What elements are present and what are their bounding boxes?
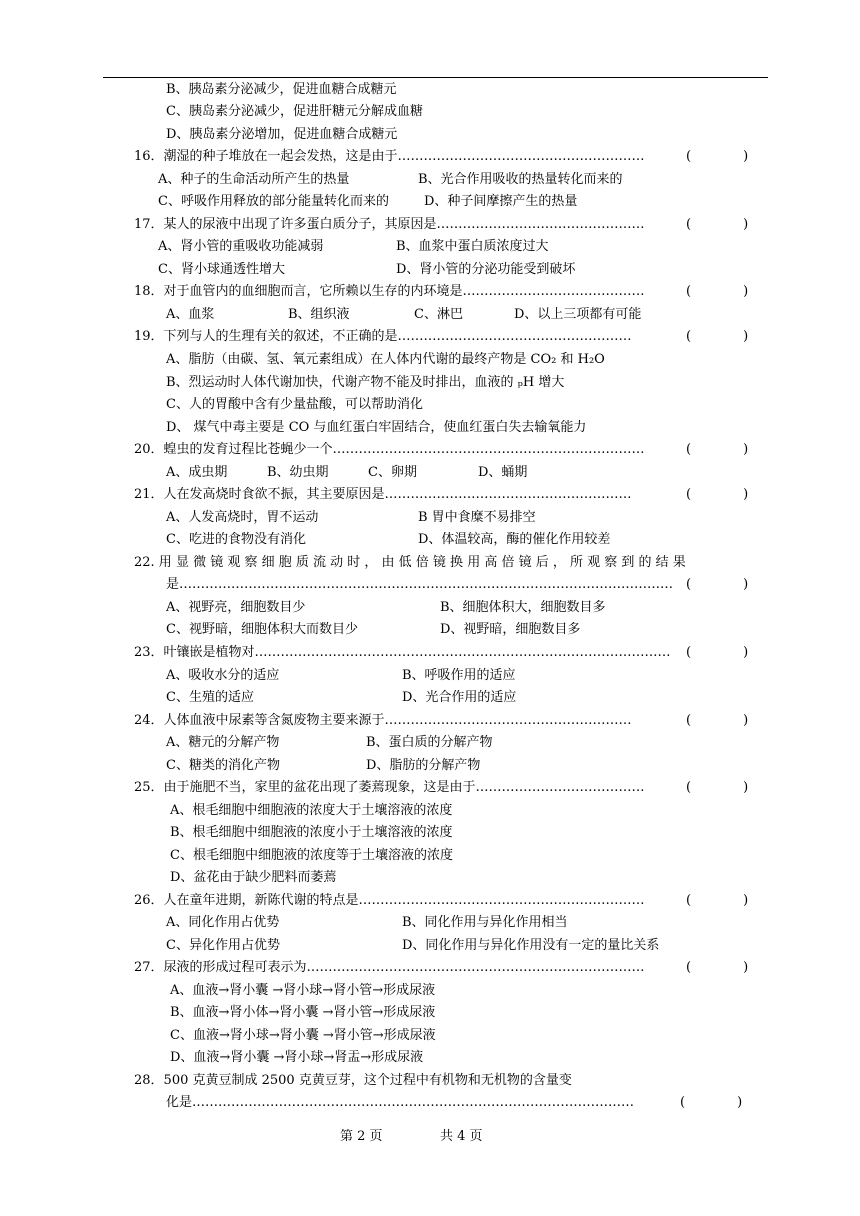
answer-parentheses: ( ) <box>686 645 749 660</box>
option-a: A、肾小管的重吸收功能减弱 <box>158 239 324 254</box>
option-d: D、以上三项都有可能 <box>514 307 642 322</box>
option-b: B、蛋白质的分解产物 <box>366 735 493 750</box>
header-rule <box>103 77 768 78</box>
question-stem: 26．人在童年进期，新陈代谢的特点是………………………………………………………… <box>134 893 645 908</box>
option-a: A、血液→肾小囊 →肾小球→肾小管→形成尿液 <box>170 983 436 998</box>
option-b: B、血液→肾小体→肾小囊 →肾小管→形成尿液 <box>170 1005 436 1020</box>
answer-parentheses: ( ) <box>686 284 749 299</box>
question-stem: 22. 用 显 微 镜 观 察 细 胞 质 流 动 时 ， 由 低 倍 镜 换 用 高 倍 镜 后 ， 所 观 察 到 的 结 果 <box>134 555 686 570</box>
question-stem: 28．500 克黄豆制成 2500 克黄豆芽，这个过程中有机物和无机物的含量变 <box>134 1073 572 1088</box>
option-d: D、种子间摩擦产生的热量 <box>424 194 578 209</box>
question-stem: 23．叶镶嵌是植物对…………………………………………………………………………………… <box>134 645 671 660</box>
option-d: D、肾小管的分泌功能受到破坏 <box>396 262 576 277</box>
option-d: D、体温较高，酶的催化作用较差 <box>418 532 611 547</box>
option-a: A、根毛细胞中细胞液的浓度大于土壤溶液的浓度 <box>170 803 453 818</box>
option-c: C、人的胃酸中含有少量盐酸，可以帮助消化 <box>166 397 423 412</box>
option-c: C、血液→肾小球→肾小囊 →肾小管→形成尿液 <box>170 1028 436 1043</box>
option-b: B、组织液 <box>288 307 350 322</box>
option-a: A、血浆 <box>166 307 215 322</box>
question-stem: 27．尿液的形成过程可表示为…………………………………………………………………… <box>134 960 645 975</box>
answer-parentheses: ( ) <box>686 329 749 344</box>
answer-parentheses: ( ) <box>686 149 749 164</box>
option-c: C、淋巴 <box>414 307 463 322</box>
answer-parentheses: ( ) <box>686 780 749 795</box>
question-stem: 25．由于施肥不当，家里的盆花出现了萎蔫现象，这是由于………………………………… <box>134 780 645 795</box>
option-b: B、同化作用与异化作用相当 <box>402 915 568 930</box>
option-b: B、幼虫期 <box>267 465 329 480</box>
option-a: A、吸收水分的适应 <box>166 668 280 683</box>
answer-parentheses: ( ) <box>686 442 749 457</box>
option-d: D、脂肪的分解产物 <box>366 758 481 773</box>
option-b: B、血浆中蛋白质浓度过大 <box>396 239 549 254</box>
option-c: C、肾小球通透性增大 <box>158 262 285 277</box>
option-c: C、卵期 <box>368 465 417 480</box>
option-c: C、呼吸作用释放的部分能量转化而来的 <box>158 194 389 209</box>
page-total: 共 4 页 <box>440 1129 483 1144</box>
answer-parentheses: ( ) <box>686 893 749 908</box>
option-d: D、 煤气中毒主要是 CO 与血红蛋白牢固结合，使血红蛋白失去输氧能力 <box>166 420 587 435</box>
prev-option-b: B、胰岛素分泌减少，促进血糖合成糖元 <box>166 82 397 97</box>
option-a: A、成虫期 <box>166 465 228 480</box>
question-stem: 16．潮湿的种子堆放在一起会发热，这是由于………………………………………………… <box>134 149 645 164</box>
option-d: D、盆花由于缺少肥料而萎蔫 <box>170 870 337 885</box>
prev-option-d: D、胰岛素分泌增加，促进血糖合成糖元 <box>166 127 398 142</box>
option-d: D、同化作用与异化作用没有一定的量比关系 <box>402 938 660 953</box>
option-d: D、血液→肾小囊 →肾小球→肾盂→形成尿液 <box>170 1050 424 1065</box>
option-b: B、呼吸作用的适应 <box>402 668 516 683</box>
option-c: C、根毛细胞中细胞液的浓度等于土壤溶液的浓度 <box>170 848 453 863</box>
option-c: C、异化作用占优势 <box>166 938 280 953</box>
option-b: B、细胞体积大，细胞数目多 <box>440 600 606 615</box>
page-number: 第 2 页 <box>340 1129 383 1144</box>
answer-parentheses: ( ) <box>686 487 749 502</box>
question-stem: 17．某人的尿液中出现了许多蛋白质分子，其原因是………………………………………… <box>134 217 645 232</box>
option-c: C、生殖的适应 <box>166 690 254 705</box>
option-a: A、同化作用占优势 <box>166 915 280 930</box>
question-stem: 21．人在发高烧时食欲不振，其主要原因是………………………………………………… <box>134 487 632 502</box>
option-a: A、人发高烧时，胃不运动 <box>166 510 319 525</box>
answer-parentheses: ( ) <box>680 1095 743 1110</box>
question-stem: 24．人体血液中尿素等含氮废物主要来源于………………………………………………… <box>134 713 632 728</box>
question-stem: 20．蝗虫的发育过程比苍蝇少一个……………………………………………………………… <box>134 442 645 457</box>
question-stem-continued: 化是………………………………………………………………………………………… <box>166 1095 635 1110</box>
question-stem: 19．下列与人的生理有关的叙述，不正确的是……………………………………………… <box>134 329 632 344</box>
answer-parentheses: ( ) <box>686 577 749 592</box>
answer-parentheses: ( ) <box>686 960 749 975</box>
question-stem: 18．对于血管内的血细胞而言，它所赖以生存的内环境是…………………………………… <box>134 284 645 299</box>
question-stem-continued: 是…………………………………………………………………………………………………… <box>166 577 673 592</box>
option-a: A、糖元的分解产物 <box>166 735 280 750</box>
option-b: B、根毛细胞中细胞液的浓度小于土壤溶液的浓度 <box>170 825 453 840</box>
option-c: C、视野暗，细胞体积大而数目少 <box>166 622 358 637</box>
option-a: A、视野亮，细胞数目少 <box>166 600 306 615</box>
option-d: D、蛹期 <box>478 465 528 480</box>
answer-parentheses: ( ) <box>686 713 749 728</box>
option-b: B、烈运动时人体代谢加快，代谢产物不能及时排出，血液的 ₚH 增大 <box>166 375 565 390</box>
option-c: C、糖类的消化产物 <box>166 758 280 773</box>
option-c: C、吃进的食物没有消化 <box>166 532 306 547</box>
prev-option-c: C、胰岛素分泌减少，促进肝糖元分解成血糖 <box>166 104 423 119</box>
option-b: B 胃中食糜不易排空 <box>418 510 536 525</box>
answer-parentheses: ( ) <box>686 217 749 232</box>
option-a: A、种子的生命活动所产生的热量 <box>158 172 350 187</box>
option-d: D、光合作用的适应 <box>402 690 517 705</box>
option-a: A、脂肪（由碳、氢、氧元素组成）在人体内代谢的最终产物是 CO₂ 和 H₂O <box>166 352 605 367</box>
option-d: D、视野暗，细胞数目多 <box>440 622 581 637</box>
option-b: B、光合作用吸收的热量转化而来的 <box>418 172 623 187</box>
